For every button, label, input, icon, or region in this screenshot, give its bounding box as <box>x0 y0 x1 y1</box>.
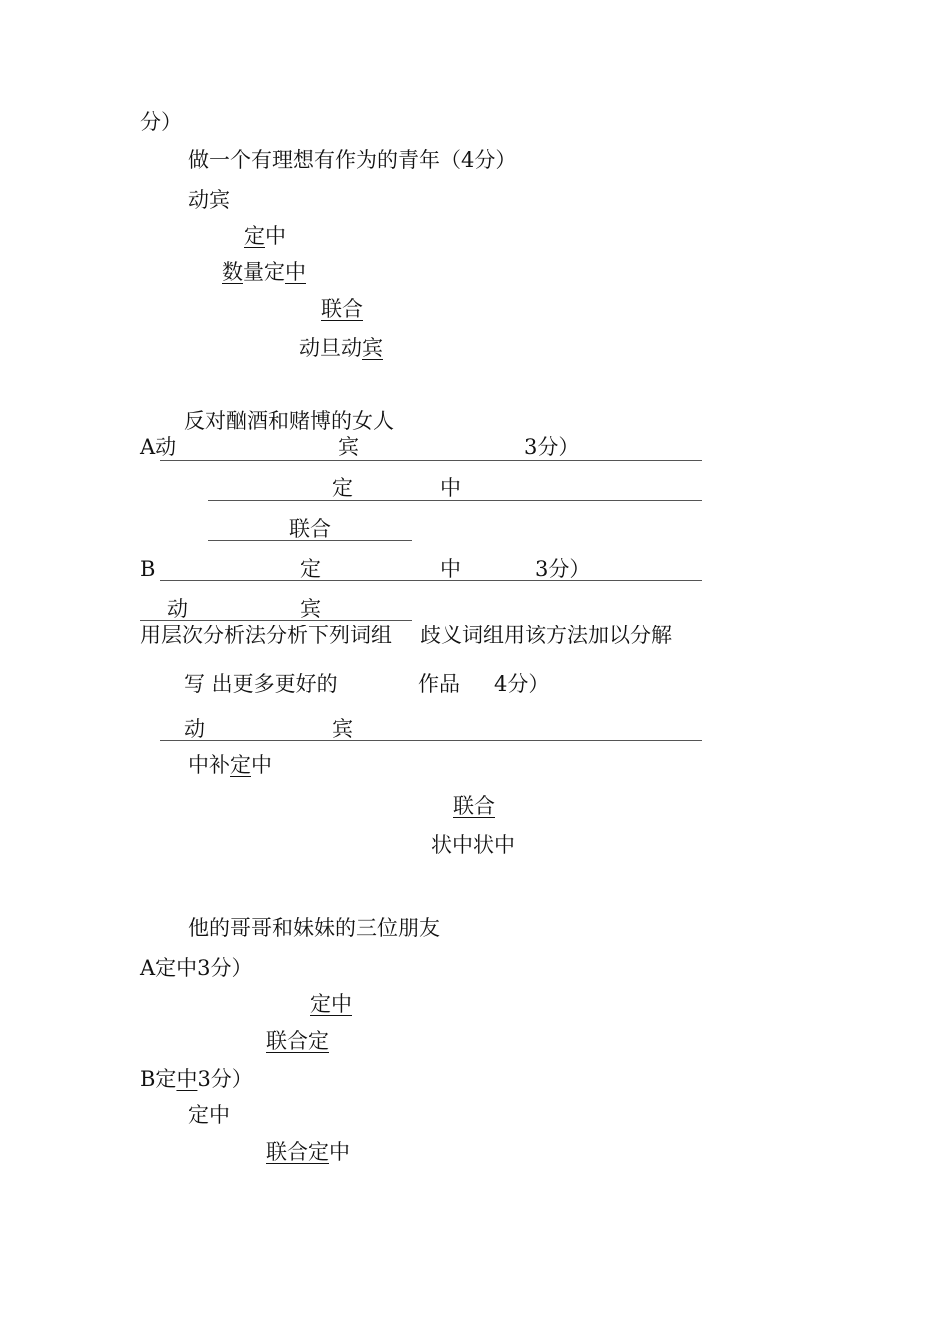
q4-b-row3-a: 联合定 <box>266 1140 329 1164</box>
q2-a-bin: 宾 <box>338 435 359 459</box>
q4-a-line: A定中3分） <box>140 956 253 980</box>
q1-level5 <box>299 338 383 359</box>
q1-level3-a: 数 <box>222 260 243 284</box>
q3-row2-c: 中 <box>251 753 272 777</box>
q3-row3: 联合 <box>453 794 495 818</box>
q3-phrase-part2: 作品 <box>418 672 460 696</box>
q3-row4: 状中状中 <box>431 833 515 857</box>
q2-b-row2-dong: 动 <box>167 597 188 621</box>
q1-level5-b: 宾 <box>362 336 383 360</box>
q4-b-line-b: 中 <box>176 1067 198 1091</box>
q3-row2-a: 中补 <box>188 753 230 777</box>
q3-row2 <box>188 755 272 776</box>
q4-b-row3 <box>266 1142 350 1163</box>
instruction-right: 歧义词组用该方法加以分解 <box>420 625 672 645</box>
q4-b-line-a: B定 <box>140 1067 177 1091</box>
q2-b-line1 <box>160 580 702 581</box>
instruction-left: 用层次分析法分析下列词组 <box>140 625 392 645</box>
q1-level2-zhong: 中 <box>265 224 286 248</box>
q1-level3-b: 量定 <box>243 260 285 284</box>
q3-row1-dong: 动 <box>184 717 205 741</box>
q3-row2-b: 定 <box>230 753 251 777</box>
q1-level2-ding: 定 <box>244 224 265 248</box>
q2-a-line2 <box>208 500 702 501</box>
q4-b-row2: 定中 <box>188 1103 230 1127</box>
q1-level2 <box>244 226 286 247</box>
q2-a-row3: 联合 <box>289 517 331 541</box>
q4-a-row3: 联合定 <box>266 1029 329 1053</box>
q2-a-label: A动 <box>140 435 177 459</box>
q3-line1 <box>160 740 702 741</box>
q2-b-ding: 定 <box>300 557 321 581</box>
q1-level3-c: 中 <box>285 260 306 284</box>
q3-row1-bin: 宾 <box>332 717 353 741</box>
carry-over-text: 分） <box>140 110 182 134</box>
q1-level1: 动宾 <box>188 188 230 212</box>
q4-a-row2: 定中 <box>310 992 352 1016</box>
q2-b-row2-bin: 宾 <box>300 597 321 621</box>
q1-level3 <box>222 262 306 283</box>
q4-phrase: 他的哥哥和妹妹的三位朋友 <box>188 916 440 940</box>
q1-phrase: 做一个有理想有作为的青年（4分） <box>188 148 517 172</box>
q4-b-row3-b: 中 <box>329 1140 350 1164</box>
q4-b-line-c: 3分） <box>197 1067 253 1091</box>
q2-b-score: 3分） <box>535 557 591 581</box>
q2-a-line3 <box>208 540 412 541</box>
q3-phrase-part1: 写 出更多更好的 <box>184 672 338 696</box>
q2-a-score: 3分） <box>524 435 580 459</box>
q2-b-line2 <box>140 620 412 621</box>
q3-score: 4分） <box>494 672 550 696</box>
q2-a-line1 <box>160 460 702 461</box>
q2-b-zhong: 中 <box>440 557 461 581</box>
q4-b-line <box>140 1069 253 1090</box>
q2-a-row2-ding: 定 <box>332 476 353 500</box>
q2-b-label: B <box>140 557 156 581</box>
q2-phrase: 反对酗酒和赌博的女人 <box>184 409 394 433</box>
q1-level4: 联合 <box>321 297 363 321</box>
q1-level5-a: 动旦动 <box>299 336 362 360</box>
q2-a-row2-zhong: 中 <box>440 476 461 500</box>
